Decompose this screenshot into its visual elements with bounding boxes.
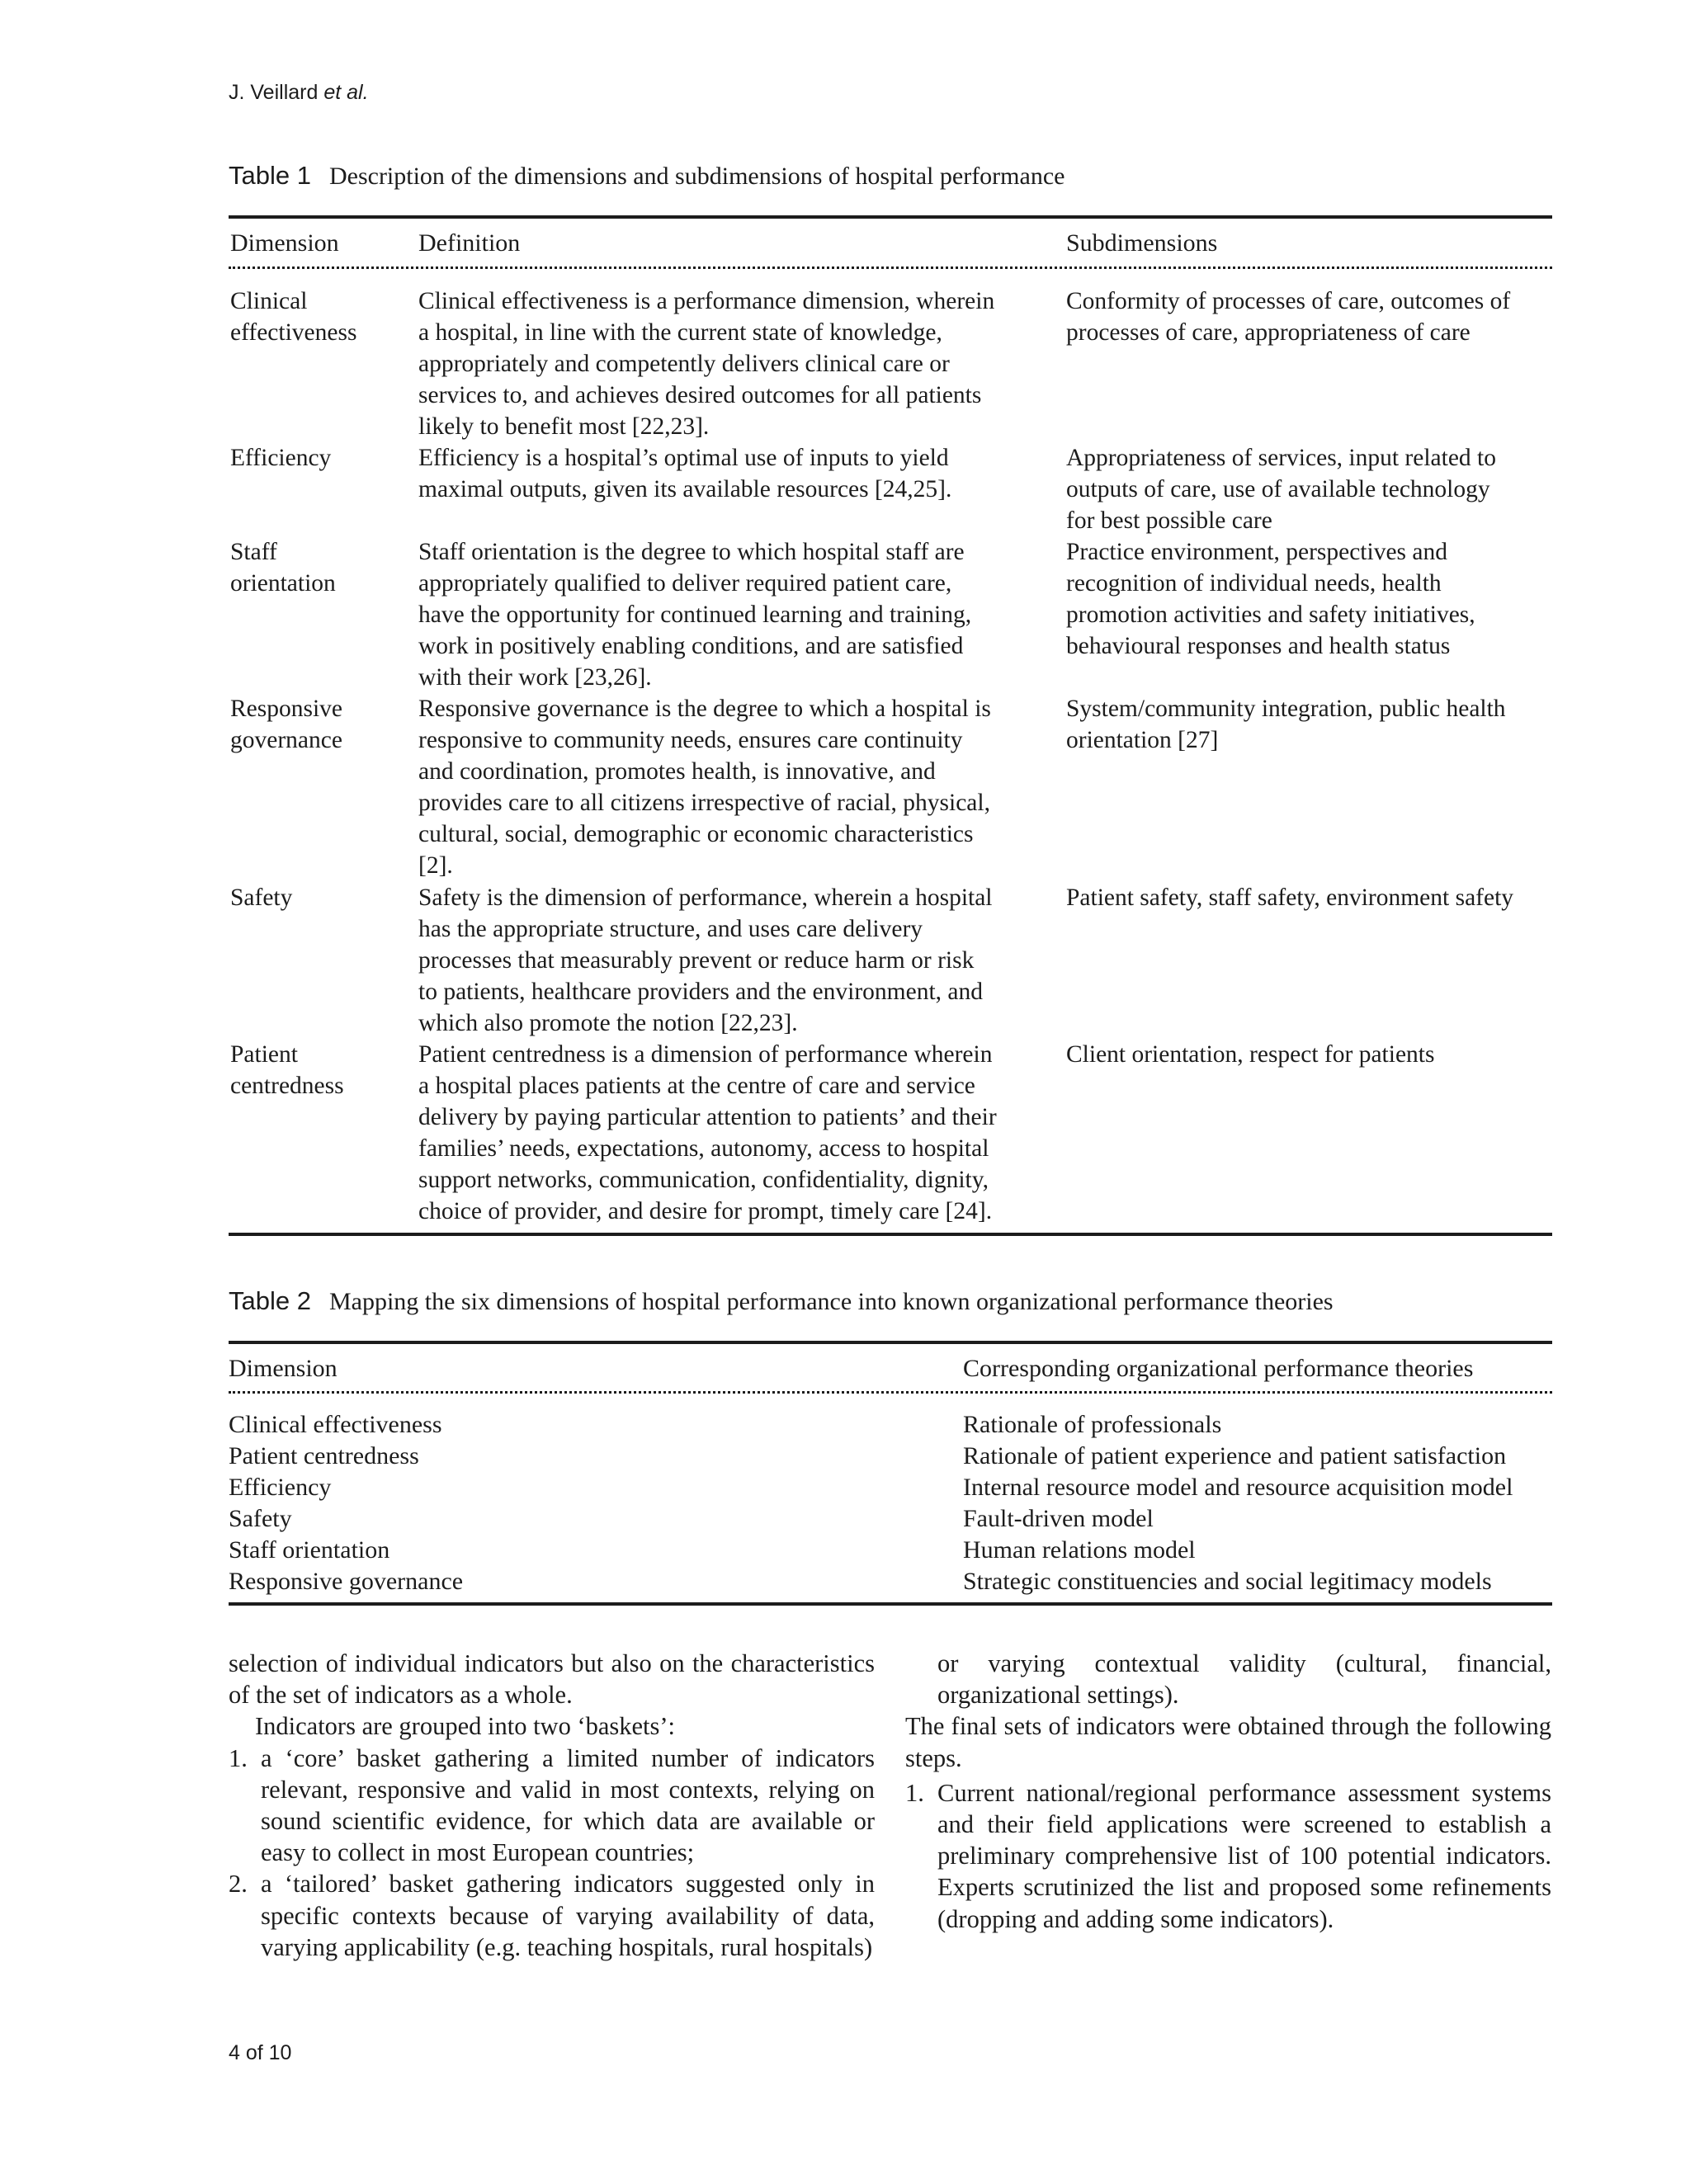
table1-cell-line: with their work [23,26]. [418, 664, 652, 691]
table1-cell-dimension [230, 1039, 404, 1101]
table2-cell-dimension: Safety [229, 1505, 292, 1532]
table1-cell-line: appropriately and competently delivers clinical care or [418, 351, 950, 378]
table1-cell-line: outputs of care, use of available technology [1066, 476, 1490, 503]
table2-cell-theory: Rationale of patient experience and patient satisfaction [963, 1442, 1507, 1469]
table1-cell-line: Patient [230, 1041, 298, 1068]
table1-cell-line: delivery by paying particular attention to patients’ and their [418, 1104, 997, 1131]
table1-cell-line: Staff [230, 539, 277, 565]
page-number: 4 of 10 [229, 2041, 292, 2064]
list-item-number: 2. [229, 1870, 248, 1899]
table1-cell-line: effectiveness [230, 319, 357, 347]
table1-cell-line: Clinical effectiveness is a performance dimension, wherein [418, 288, 995, 314]
table1-cell-line: support networks, communication, confidentiality, dignity, [418, 1167, 989, 1194]
list-item-number: 1. [905, 1778, 924, 1807]
table1-cell-line: Efficiency [230, 445, 332, 471]
table1-cell-line: services to, and achieves desired outcomes for all patients [418, 382, 982, 409]
table2-bottom-rule [229, 1602, 1552, 1606]
table1-cell-line: Efficiency is a hospital’s optimal use of inputs to yield [418, 445, 949, 471]
table1-top-rule [229, 215, 1552, 219]
table2-caption-text: Mapping the six dimensions of hospital performance into known organizational performance theories [328, 1288, 1334, 1315]
table1-cell-line: work in positively enabling conditions, and are satisfied [418, 633, 964, 660]
body-left-column [229, 1648, 875, 1963]
table1-cell-line: [2]. [418, 852, 453, 880]
list-item [229, 1868, 875, 1963]
table1-cell-line: System/community integration, public health [1066, 696, 1506, 722]
table1-cell-line: which also promote the notion [22,23]. [418, 1010, 798, 1037]
list-item-text: a ‘core’ basket gathering a limited number of indicators relevant, responsive and valid in most contexts, relying on sound scientific evidence, for which data are available or easy to collect in most European countries; [261, 1743, 875, 1867]
list-item [905, 1777, 1551, 1935]
table1-header-definition: Definition [418, 229, 521, 257]
table2-cell-theory: Strategic constituencies and social legitimacy models [963, 1568, 1492, 1595]
table1-cell-dimension [230, 693, 404, 756]
table1-cell-line: Practice environment, perspectives and [1066, 539, 1447, 565]
body-right-column [905, 1648, 1551, 1935]
table2-cell-theory: Rationale of professionals [963, 1411, 1222, 1438]
body-paragraph: selection of individual indicators but also on the characteristics of the set of indicators as a whole. [229, 1649, 875, 1710]
running-head-etal: et al. [323, 81, 369, 104]
table1-cell-definition [418, 693, 1055, 882]
table1-cell-line: cultural, social, demographic or economic characteristics [418, 821, 974, 848]
table1-cell-definition [418, 285, 1055, 442]
table1-cell-line: Client orientation, respect for patients [1066, 1041, 1435, 1068]
steps-list [905, 1777, 1551, 1935]
table1-cell-line: Safety is the dimension of performance, wherein a hospital [418, 884, 993, 911]
table1-cell-subdimensions [1066, 442, 1561, 536]
table1-cell-line: recognition of individual needs, health [1066, 570, 1442, 597]
list-item-text: Current national/regional performance assessment systems and their field applications were screened to establish a preliminary comprehensive list of 100 potential indicators. Experts scrutinized the list and proposed some refinements (dropping and adding some indicators). [937, 1778, 1551, 1933]
table1-cell-dimension [230, 536, 404, 599]
table1-cell-line: orientation [230, 570, 336, 597]
table1-label: Table 1 [229, 161, 311, 190]
list-item [229, 1743, 875, 1869]
body-paragraph: or varying contextual validity (cultural, financial, organizational settings). [937, 1649, 1551, 1710]
running-head [229, 81, 369, 105]
table1-cell-subdimensions [1066, 882, 1561, 913]
table1-cell-line: Safety [230, 884, 293, 911]
table1-cell-line: Responsive [230, 696, 343, 722]
table1-cell-definition [418, 442, 1055, 505]
table1-cell-line: behavioural responses and health status [1066, 633, 1451, 660]
table1-caption [229, 161, 1065, 191]
table2-label: Table 2 [229, 1286, 311, 1315]
table1-cell-definition [418, 1039, 1055, 1228]
table1-cell-definition [418, 882, 1055, 1039]
table1-cell-line: has the appropriate structure, and uses care delivery [418, 916, 923, 943]
table1-header-subdimensions: Subdimensions [1066, 229, 1218, 257]
table1-cell-line: Staff orientation is the degree to which hospital staff are [418, 539, 965, 565]
table2-header-theories: Corresponding organizational performance theories [963, 1355, 1474, 1382]
table1-cell-line: maximal outputs, given its available resources [24,25]. [418, 476, 952, 503]
table1-cell-line: orientation [27] [1066, 727, 1219, 754]
list-item-text: a ‘tailored’ basket gathering indicators suggested only in specific contexts because of varying availability of data, varying applicability (e.g. teaching hospitals, rural hospitals) [261, 1870, 875, 1961]
table2-cell-dimension: Staff orientation [229, 1536, 390, 1564]
running-head-author: J. Veillard [229, 81, 319, 104]
table2-cell-theory: Fault-driven model [963, 1505, 1154, 1532]
table1-cell-definition [418, 536, 1055, 693]
table2-cell-dimension: Clinical effectiveness [229, 1411, 442, 1438]
table1-bottom-rule [229, 1233, 1552, 1236]
table1-cell-subdimensions [1066, 285, 1561, 348]
table1-cell-line: and coordination, promotes health, is innovative, and [418, 758, 936, 785]
body-paragraph: The final sets of indicators were obtained through the following steps. [905, 1712, 1551, 1772]
table2-cell-theory: Human relations model [963, 1536, 1196, 1564]
table1-cell-line: processes of care, appropriateness of care [1066, 319, 1470, 347]
body-paragraph: Indicators are grouped into two ‘baskets’: [255, 1712, 676, 1741]
table1-cell-line: Responsive governance is the degree to which a hospital is [418, 696, 991, 722]
table1-cell-line: choice of provider, and desire for prompt, timely care [24]. [418, 1198, 993, 1225]
table1-cell-line: for best possible care [1066, 507, 1272, 535]
table1-cell-line: Conformity of processes of care, outcomes of [1066, 288, 1511, 314]
table2-caption [229, 1286, 1334, 1316]
table1-caption-text: Description of the dimensions and subdimensions of hospital performance [328, 163, 1065, 190]
basket-list [229, 1743, 875, 1963]
table1-cell-line: provides care to all citizens irrespective of racial, physical, [418, 790, 990, 817]
table1-cell-line: centredness [230, 1073, 344, 1100]
table1-cell-line: Patient safety, staff safety, environment safety [1066, 884, 1514, 911]
table1-cell-dimension [230, 882, 404, 913]
table1-cell-line: governance [230, 727, 342, 754]
table2-cell-dimension: Patient centredness [229, 1442, 419, 1469]
table1-cell-subdimensions [1066, 536, 1561, 662]
table1-header-rule [229, 267, 1552, 269]
table2-top-rule [229, 1341, 1552, 1344]
table2-header-dimension: Dimension [229, 1355, 338, 1382]
table1-cell-line: Patient centredness is a dimension of performance wherein [418, 1041, 993, 1068]
table1-cell-subdimensions [1066, 1039, 1561, 1070]
table1-cell-dimension [230, 442, 404, 474]
table1-cell-line: Clinical [230, 288, 308, 314]
table1-cell-line: responsive to community needs, ensures care continuity [418, 727, 963, 754]
table1-cell-line: a hospital, in line with the current state of knowledge, [418, 319, 942, 347]
table1-cell-line: families’ needs, expectations, autonomy, access to hospital [418, 1135, 989, 1163]
table1-cell-line: to patients, healthcare providers and the environment, and [418, 979, 984, 1006]
table1-cell-subdimensions [1066, 693, 1561, 756]
table2-cell-dimension: Responsive governance [229, 1568, 464, 1595]
table2-cell-theory: Internal resource model and resource acquisition model [963, 1474, 1513, 1501]
table1-cell-line: promotion activities and safety initiatives, [1066, 601, 1475, 629]
table1-cell-line: a hospital places patients at the centre of care and service [418, 1073, 975, 1100]
table1-cell-dimension [230, 285, 404, 348]
table1-header-dimension: Dimension [230, 229, 339, 257]
table2-header-rule [229, 1391, 1552, 1394]
table1-cell-line: Appropriateness of services, input related to [1066, 445, 1497, 471]
table2-cell-dimension: Efficiency [229, 1474, 332, 1501]
table1-cell-line: appropriately qualified to deliver required patient care, [418, 570, 952, 597]
table1-cell-line: likely to benefit most [22,23]. [418, 413, 710, 441]
list-item-number: 1. [229, 1743, 248, 1772]
table1-cell-line: have the opportunity for continued learning and training, [418, 601, 972, 629]
table1-cell-line: processes that measurably prevent or reduce harm or risk [418, 947, 975, 974]
